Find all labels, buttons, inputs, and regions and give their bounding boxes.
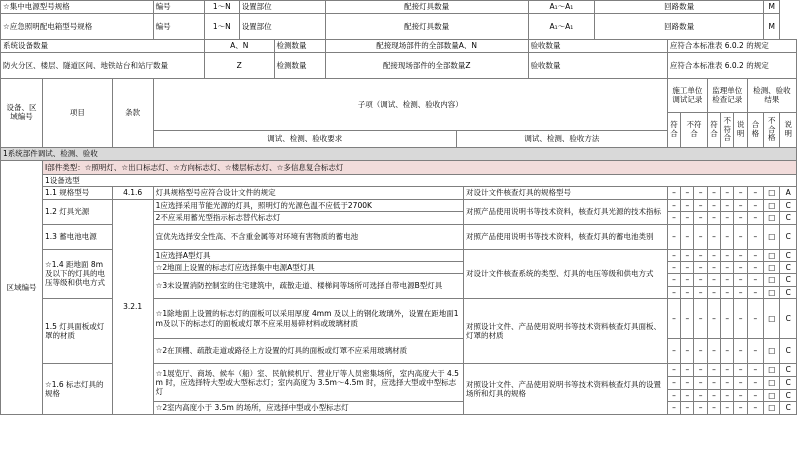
- dash: –: [707, 364, 720, 377]
- dash: –: [734, 377, 747, 390]
- dash: –: [694, 274, 707, 286]
- dash: –: [694, 377, 707, 390]
- dash: –: [694, 364, 707, 377]
- method-text: 对照产品使用说明书等技术资料，核查灯具光源的技术指标: [464, 199, 668, 224]
- header-requirement: 调试、检测、验收要求: [153, 131, 456, 148]
- requirement-text: 1应选择A型灯具: [153, 249, 463, 261]
- method-text: 对照设计文件、产品使用说明书等技术资料核查灯具的设置场所和灯具的规格: [464, 364, 668, 415]
- dash: –: [667, 364, 680, 377]
- dash: –: [747, 224, 763, 249]
- dash: –: [667, 377, 680, 390]
- dash: –: [694, 187, 707, 199]
- dash: –: [681, 212, 694, 224]
- dash: –: [694, 261, 707, 273]
- item-label: 1.3 蓄电池电源: [43, 224, 113, 249]
- dash: –: [734, 274, 747, 286]
- header-fail: 不合格: [764, 113, 780, 148]
- device-count-value: A、N: [204, 40, 274, 53]
- dash: –: [681, 224, 694, 249]
- requirement-text: 宜优先选择安全性高、不含重金属等对环境有害物质的蓄电池: [153, 224, 463, 249]
- result-checkbox[interactable]: □: [764, 249, 780, 261]
- requirement-text: ☆1展览厅、商场、候车（船）室、民航候机厅、营业厅等人员密集场所，室内高度大于 4.5m 时，应选择特大型或大型标志灯；室内高度为 3.5m～4.5m 时，应选择大型或中型标志灯: [153, 364, 463, 402]
- header-supervise-note: 说明: [734, 113, 747, 148]
- dash: –: [667, 299, 680, 339]
- section-title: 1系统部件调试、检测、验收: [1, 148, 797, 161]
- dash: –: [734, 212, 747, 224]
- section-row: [1, 148, 797, 161]
- dash: –: [721, 249, 734, 261]
- result-checkbox[interactable]: □: [764, 402, 780, 414]
- area-number-label: 区域编号: [1, 161, 43, 415]
- top-row-2: [1, 14, 797, 40]
- accept-count-value: 应符合本标准表 6.0.2 的规定: [667, 53, 796, 79]
- item-label: 1.1 规格型号: [43, 187, 113, 199]
- dash: –: [707, 339, 720, 364]
- dash: –: [681, 261, 694, 273]
- top-row-3: [1, 40, 797, 53]
- result-checkbox[interactable]: □: [764, 364, 780, 377]
- result-code: C: [780, 224, 797, 249]
- dash: –: [747, 261, 763, 273]
- dash: –: [694, 249, 707, 261]
- dash: –: [694, 402, 707, 414]
- method-text: 对设计文件核查系统的类型、灯具的电压等级和供电方式: [464, 249, 668, 299]
- result-code: C: [780, 299, 797, 339]
- dash: –: [721, 261, 734, 273]
- dash: –: [721, 364, 734, 377]
- dash: –: [747, 286, 763, 298]
- dash: –: [734, 299, 747, 339]
- dash: –: [721, 402, 734, 414]
- dash: –: [667, 286, 680, 298]
- dash: –: [721, 377, 734, 390]
- dash: –: [721, 212, 734, 224]
- dash: –: [734, 187, 747, 199]
- number-label: 编号: [153, 14, 204, 40]
- location-label: 设置部位: [239, 14, 325, 40]
- method-text: 对照产品使用说明书等技术资料，核查灯具的蓄电池类别: [464, 224, 668, 249]
- circuit-count-label: 回路数量: [595, 14, 764, 40]
- header-clause: 条款: [112, 79, 153, 148]
- accept-count-value: 应符合本标准表 6.0.2 的规定: [667, 40, 796, 53]
- part-type-title: Ⅰ部件类型：☆照明灯、☆出口标志灯、☆方向标志灯、☆楼层标志灯、☆多信息复合标志灯: [43, 161, 797, 175]
- device-count-label: 系统设备数量: [1, 40, 205, 53]
- distribution-box-spec-label: ☆应急照明配电箱型号规格: [1, 14, 154, 40]
- dash: –: [694, 390, 707, 402]
- item-label: ☆1.4 距地面 8m 及以下的灯具的电压等级和供电方式: [43, 249, 113, 299]
- header-note: 说明: [780, 113, 797, 148]
- dash: –: [721, 299, 734, 339]
- result-checkbox[interactable]: □: [764, 187, 780, 199]
- dash: –: [667, 249, 680, 261]
- header-supervise-nok: 不符合: [721, 113, 734, 148]
- requirement-text: ☆3未设置消防控制室的住宅建筑中，疏散走道、楼梯间等场所可选择自带电源B型灯具: [153, 274, 463, 299]
- dash: –: [721, 339, 734, 364]
- requirement-text: ☆1除地面上设置的标志灯的面板可以采用厚度 4mm 及以上的钢化玻璃外，设置在距地面1m及以下的标志灯的面板或灯罩不应采用易碎材料或玻璃材质: [153, 299, 463, 339]
- dash: –: [707, 187, 720, 199]
- clause-number: 4.1.6: [112, 187, 153, 199]
- dash: –: [747, 390, 763, 402]
- requirement-text: 1应选择采用节能光源的灯具，照明灯的光源色温不应低于2700K: [153, 199, 463, 211]
- dash: –: [734, 224, 747, 249]
- dash: –: [734, 249, 747, 261]
- dash: –: [747, 299, 763, 339]
- part-type-row: [1, 161, 797, 175]
- top-row-1: [1, 1, 797, 14]
- table-row: [1, 187, 797, 199]
- header-subitem: 子项（调试、检测、验收内容）: [153, 79, 667, 131]
- zone-count-value: Z: [204, 53, 274, 79]
- result-code: C: [780, 364, 797, 377]
- dash: –: [694, 212, 707, 224]
- dash: –: [734, 286, 747, 298]
- result-code: C: [780, 199, 797, 211]
- header-supervise-ok: 符合: [707, 113, 720, 148]
- result-code: A: [780, 187, 797, 199]
- fixture-count-label: 配接灯具数量: [325, 14, 528, 40]
- dash: –: [734, 390, 747, 402]
- dash: –: [681, 377, 694, 390]
- dash: –: [681, 286, 694, 298]
- circuit-count-value: M: [764, 1, 780, 14]
- fixture-count-label: 配接灯具数量: [325, 1, 528, 14]
- item-label: 1.5 灯具面板或灯罩的材质: [43, 299, 113, 364]
- requirement-text: 2不应采用蓄光型指示标志替代标志灯: [153, 212, 463, 224]
- header-device-area: 设备、区域编号: [1, 79, 43, 148]
- header-row-1: [1, 79, 797, 113]
- dash: –: [721, 224, 734, 249]
- requirement-text: 灯具规格型号应符合设计文件的规定: [153, 187, 463, 199]
- dash: –: [667, 224, 680, 249]
- requirement-text: ☆2在顶棚、疏散走道或路径上方设置的灯具的面板或灯罩不应采用玻璃材质: [153, 339, 463, 364]
- result-code: C: [780, 249, 797, 261]
- dash: –: [721, 390, 734, 402]
- item-label: ☆1.6 标志灯具的规格: [43, 364, 113, 415]
- dash: –: [747, 339, 763, 364]
- result-checkbox[interactable]: □: [764, 274, 780, 286]
- dash: –: [667, 261, 680, 273]
- dash: –: [681, 299, 694, 339]
- dash: –: [681, 339, 694, 364]
- test-count-label: 检测数量: [274, 53, 325, 79]
- dash: –: [734, 199, 747, 211]
- group-row: [1, 175, 797, 187]
- dash: –: [681, 402, 694, 414]
- fixture-count-value: A₁～A₁: [528, 14, 595, 40]
- dash: –: [667, 212, 680, 224]
- result-checkbox[interactable]: □: [764, 339, 780, 364]
- requirement-text: ☆2地面上设置的标志灯应选择集中电源A型灯具: [153, 261, 463, 273]
- dash: –: [694, 224, 707, 249]
- requirement-text: ☆2室内高度小于 3.5m 的场所，应选择中型或小型标志灯: [153, 402, 463, 414]
- dash: –: [721, 286, 734, 298]
- dash: –: [707, 199, 720, 211]
- result-checkbox[interactable]: □: [764, 390, 780, 402]
- header-construct-ok: 符合: [667, 113, 680, 148]
- dash: –: [747, 364, 763, 377]
- location-label: 设置部位: [239, 1, 325, 14]
- result-code: C: [780, 402, 797, 414]
- dash: –: [681, 199, 694, 211]
- circuit-count-value: M: [764, 14, 780, 40]
- dash: –: [747, 377, 763, 390]
- group-title: 1设备选型: [43, 175, 797, 187]
- result-checkbox[interactable]: □: [764, 212, 780, 224]
- header-construct-nok: 不符合: [681, 113, 708, 148]
- dash: –: [734, 402, 747, 414]
- dash: –: [667, 187, 680, 199]
- result-code: C: [780, 339, 797, 364]
- table-row: [1, 199, 797, 211]
- clause-number: 3.2.1: [112, 199, 153, 414]
- dash: –: [667, 199, 680, 211]
- dash: –: [707, 249, 720, 261]
- dash: –: [694, 339, 707, 364]
- top-row-4: [1, 53, 797, 79]
- result-code: C: [780, 377, 797, 390]
- dash: –: [667, 274, 680, 286]
- test-count-value: 配接现场部件的全部数量A、N: [325, 40, 528, 53]
- result-code: C: [780, 212, 797, 224]
- dash: –: [747, 274, 763, 286]
- dash: –: [721, 199, 734, 211]
- dash: –: [747, 249, 763, 261]
- header-inspection-result: 检测、验收结果: [747, 79, 796, 113]
- dash: –: [694, 299, 707, 339]
- result-code: C: [780, 261, 797, 273]
- header-pass: 合格: [747, 113, 763, 148]
- test-count-label: 检测数量: [274, 40, 325, 53]
- dash: –: [747, 402, 763, 414]
- dash: –: [681, 249, 694, 261]
- result-checkbox[interactable]: □: [764, 286, 780, 298]
- result-checkbox[interactable]: □: [764, 299, 780, 339]
- method-text: 对照设计文件、产品使用说明书等技术资料核查灯具面板、灯罩的材质: [464, 299, 668, 364]
- number-label: 编号: [153, 1, 204, 14]
- dash: –: [694, 199, 707, 211]
- result-checkbox[interactable]: □: [764, 199, 780, 211]
- number-range: 1～N: [204, 1, 239, 14]
- header-supervision-record: 监理单位检查记录: [707, 79, 747, 113]
- header-construction-record: 施工单位调试记录: [667, 79, 707, 113]
- dash: –: [667, 402, 680, 414]
- dash: –: [707, 212, 720, 224]
- dash: –: [707, 286, 720, 298]
- dash: –: [734, 364, 747, 377]
- dash: –: [707, 402, 720, 414]
- result-code: C: [780, 286, 797, 298]
- dash: –: [707, 224, 720, 249]
- result-code: C: [780, 390, 797, 402]
- dash: –: [734, 261, 747, 273]
- dash: –: [681, 390, 694, 402]
- dash: –: [747, 212, 763, 224]
- dash: –: [707, 274, 720, 286]
- dash: –: [694, 286, 707, 298]
- result-code: C: [780, 274, 797, 286]
- dash: –: [681, 364, 694, 377]
- header-method: 调试、检测、验收方法: [456, 131, 667, 148]
- dash: –: [681, 274, 694, 286]
- dash: –: [707, 261, 720, 273]
- method-text: 对设计文件核查灯具的规格型号: [464, 187, 668, 199]
- dash: –: [681, 187, 694, 199]
- test-count-value: 配接现场部件的全部数量Z: [325, 53, 528, 79]
- dash: –: [707, 299, 720, 339]
- result-checkbox[interactable]: □: [764, 377, 780, 390]
- dash: –: [747, 187, 763, 199]
- dash: –: [707, 377, 720, 390]
- dash: –: [667, 339, 680, 364]
- result-checkbox[interactable]: □: [764, 261, 780, 273]
- circuit-count-label: 回路数量: [595, 1, 764, 14]
- dash: –: [721, 187, 734, 199]
- dash: –: [734, 339, 747, 364]
- number-range: 1～N: [204, 14, 239, 40]
- fixture-count-value: A₁～A₁: [528, 1, 595, 14]
- dash: –: [707, 390, 720, 402]
- dash: –: [667, 390, 680, 402]
- accept-count-label: 验收数量: [528, 40, 667, 53]
- item-label: 1.2 灯具光源: [43, 199, 113, 224]
- zone-count-label: 防火分区、楼层、隧道区间、地铁站台和站厅数量: [1, 53, 205, 79]
- dash: –: [721, 274, 734, 286]
- accept-count-label: 验收数量: [528, 53, 667, 79]
- header-item: 项目: [43, 79, 113, 148]
- result-checkbox[interactable]: □: [764, 224, 780, 249]
- power-spec-label: ☆集中电源型号规格: [1, 1, 154, 14]
- dash: –: [747, 199, 763, 211]
